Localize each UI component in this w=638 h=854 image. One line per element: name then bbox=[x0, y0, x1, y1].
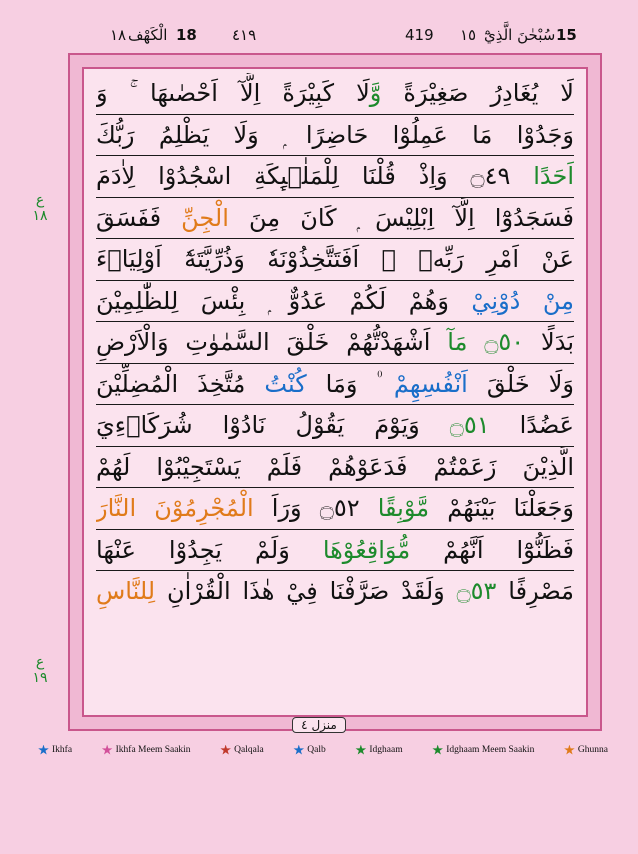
page-header bbox=[0, 26, 638, 50]
verse-line-6 bbox=[96, 281, 574, 323]
verse-segment: مُتَّخِذَ الْمُضِلِّيْنَ bbox=[96, 369, 265, 398]
legend-item bbox=[293, 745, 325, 756]
verse-segment: وَلَمْ يَجِدُوْا عَنْهَا bbox=[96, 535, 323, 564]
juz-number: 15 bbox=[556, 26, 577, 44]
surah-name: الْكَهْف bbox=[128, 26, 168, 44]
juz-name: سُبْحٰنَ الَّذِيْٓ bbox=[484, 26, 556, 44]
verse-line-4 bbox=[96, 198, 574, 240]
ruku-mark-2-bottom: ١٩ bbox=[32, 670, 48, 686]
legend-label: Qalqala bbox=[234, 745, 264, 755]
verse-segment: ۝٥٢ وَرَاَ bbox=[253, 494, 378, 522]
verse-segment: فَظَنُّوْٓا اَنَّهُمْ bbox=[410, 535, 574, 564]
verse-segment: بَدَلًا bbox=[524, 328, 574, 356]
legend-item bbox=[102, 745, 191, 756]
star-icon bbox=[38, 745, 49, 756]
verse-line-2 bbox=[96, 115, 574, 157]
legend-item bbox=[355, 745, 402, 756]
verse-line-1 bbox=[96, 73, 574, 115]
verse-line-8 bbox=[96, 364, 574, 406]
manzil-marker bbox=[0, 718, 638, 732]
verse-segment: ۝٥٣ bbox=[456, 577, 497, 605]
tajweed-legend bbox=[38, 741, 608, 759]
surah-number-arabic: ١٨ bbox=[110, 26, 127, 44]
verse-segment: مُّوَاقِعُوْهَا bbox=[322, 535, 411, 564]
star-icon bbox=[220, 745, 231, 756]
star-icon bbox=[293, 745, 304, 756]
verse-line-10 bbox=[96, 447, 574, 489]
verse-segment: لَا يُغَادِرُ صَغِيْرَةً bbox=[381, 79, 574, 107]
star-icon bbox=[355, 745, 366, 756]
verse-segment: لَا كَبِيْرَةً اِلَّآ اَحْصٰىهَا ۚ وَ bbox=[96, 79, 370, 107]
ruku-mark-2 bbox=[30, 654, 50, 686]
verse-segment: ۠ وَمَا bbox=[306, 369, 394, 398]
verse-segment: وَهُمْ لَكُمْ عَدُوٌّ ۭ بِئْسَ لِلظّٰلِمِيْنَ bbox=[96, 286, 472, 315]
verse-segment: وَجَعَلْنَا بَيْنَهُمْ bbox=[429, 494, 574, 522]
verse-line-12 bbox=[96, 530, 574, 572]
verse-segment: ۝٤٩ وَاِذْ قُلْنَا لِلْمَلٰۗىِٕكَةِ اسْجُدُوْا لِاٰدَمَ bbox=[96, 162, 511, 190]
star-icon bbox=[102, 745, 113, 756]
legend-label: Ikhfa Meem Saakin bbox=[115, 745, 191, 755]
verse-segment: وَيَوْمَ يَقُوْلُ نَادُوْا شُرَكَاۗءِيَ bbox=[96, 411, 450, 439]
verse-segment: ۝٥٠ مَآ bbox=[447, 328, 525, 356]
page-number: 419 bbox=[405, 26, 434, 44]
quran-page-frame bbox=[70, 55, 600, 729]
ruku-mark-1 bbox=[30, 192, 50, 224]
verse-lines bbox=[96, 73, 574, 612]
legend-label: Idghaam bbox=[369, 745, 403, 755]
verse-segment: وَجَدُوْا مَا عَمِلُوْا حَاضِرًا ۭ وَلَا يَظْلِمُ رَبُّكَ bbox=[96, 120, 574, 149]
legend-item bbox=[432, 745, 534, 756]
verse-segment: وَلَا خَلْقَ bbox=[467, 369, 574, 398]
verse-line-11 bbox=[96, 488, 574, 530]
verse-segment: مِنْ دُوْنِيْ bbox=[471, 286, 574, 315]
legend-item bbox=[564, 745, 608, 756]
page-number-arabic: ٤١٩ bbox=[232, 26, 257, 44]
verse-segment: اَحَدًا bbox=[510, 162, 574, 190]
verse-segment: ۝٥١ bbox=[449, 411, 490, 439]
verse-segment: وَّ bbox=[369, 79, 382, 107]
legend-label: Ghunna bbox=[577, 745, 608, 755]
legend-item bbox=[38, 745, 72, 756]
verse-line-9 bbox=[96, 405, 574, 447]
juz-number-arabic: ١٥ bbox=[460, 26, 477, 44]
verse-segment: فَسَجَدُوْٓا اِلَّآ اِبْلِيْسَ ۭ كَانَ مِنَ bbox=[228, 203, 574, 232]
legend-label: Qalb bbox=[307, 745, 326, 755]
verse-segment: الَّذِيْنَ زَعَمْتُمْ فَدَعَوْهُمْ فَلَمْ يَسْتَجِيْبُوْا لَهُمْ bbox=[96, 452, 574, 481]
ruku-mark-2-top: ع bbox=[35, 654, 45, 670]
star-icon bbox=[432, 745, 443, 756]
verse-line-3 bbox=[96, 156, 574, 198]
verse-segment: مَصْرِفًا bbox=[496, 577, 574, 605]
star-icon bbox=[564, 745, 575, 756]
verse-segment: لِلنَّاسِ bbox=[96, 577, 156, 605]
verse-segment: عَضُدًا bbox=[489, 411, 574, 439]
verse-line-5 bbox=[96, 239, 574, 281]
verse-segment: فَفَسَقَ bbox=[96, 203, 182, 232]
verse-line-13 bbox=[96, 571, 574, 612]
verse-segment: اَشْهَدْتُّهُمْ خَلْقَ السَّمٰوٰتِ وَالْاَرْضِ bbox=[96, 328, 448, 356]
verse-segment: الْجِنِّ bbox=[181, 203, 229, 232]
ruku-mark-1-top: ع bbox=[35, 192, 45, 208]
verse-segment: وَلَقَدْ صَرَّفْنَا فِيْ هٰذَا الْقُرْاٰنِ bbox=[155, 577, 457, 605]
verse-segment: كُنْتُ bbox=[264, 369, 307, 398]
surah-number: 18 bbox=[176, 26, 197, 44]
legend-label: Idghaam Meem Saakin bbox=[446, 745, 535, 755]
manzil-label: منزل ٤ bbox=[292, 717, 346, 733]
verse-segment: عَنْ اَمْرِ رَبِّهٖ ۭ اَفَتَتَّخِذُوْنَهٗ وَذُرِّيَّتَهٗٓ اَوْلِيَاۗءَ bbox=[96, 245, 574, 273]
ruku-mark-1-bottom: ١٨ bbox=[32, 208, 48, 224]
legend-item bbox=[220, 745, 264, 756]
legend-label: Ikhfa bbox=[52, 745, 73, 755]
verse-segment: الْمُجْرِمُوْنَ النَّارَ bbox=[96, 494, 254, 522]
verse-line-7 bbox=[96, 322, 574, 364]
verse-segment: مَّوْبِقًا bbox=[377, 494, 430, 522]
verse-segment: اَنْفُسِهِمْ bbox=[393, 369, 468, 398]
